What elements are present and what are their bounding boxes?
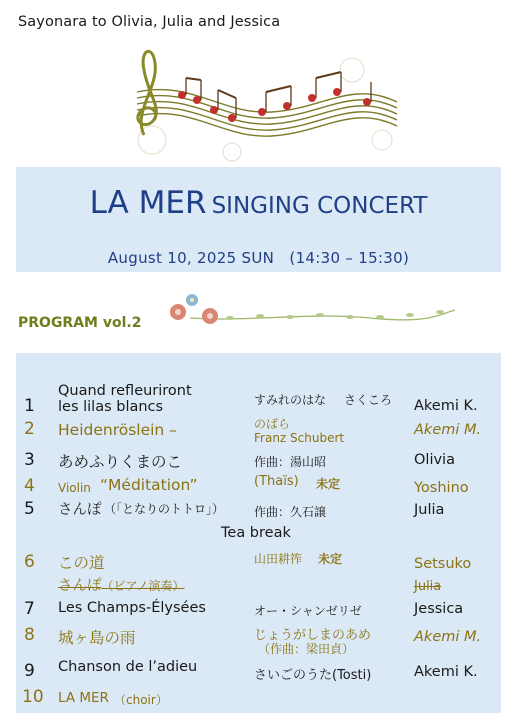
- item-composer: 作曲：湯山昭: [254, 455, 327, 469]
- item-title: les lilas blancs: [58, 399, 164, 415]
- item-number: 8: [24, 625, 35, 645]
- cancelled-title: さんぽ: [58, 578, 102, 594]
- item-number: 6: [24, 552, 35, 572]
- cancelled-entry: [58, 574, 185, 595]
- item-title: Chanson de l’adieu: [58, 659, 198, 675]
- item-japanese-note: さくころ: [344, 393, 393, 407]
- item-japanese-title: オー・シャンゼリゼ: [254, 604, 362, 618]
- item-title-note: （｢となりのトトロ｣）: [104, 502, 225, 516]
- item-performer: Olivia: [414, 452, 455, 468]
- item-title: “Méditation”: [100, 476, 198, 494]
- item-performer: Julia: [414, 502, 445, 518]
- item-composer: （作曲：梁田貞）: [258, 642, 355, 656]
- program-list: [16, 353, 501, 713]
- item-title: 城ヶ島の雨: [58, 629, 136, 647]
- item-composer: 作曲：久石譲: [254, 505, 327, 519]
- item-title: この道: [58, 554, 105, 572]
- item-status: 未定: [316, 477, 341, 491]
- item-number: 2: [24, 419, 35, 439]
- item-japanese-title: じょうがしまのあめ: [254, 628, 372, 643]
- item-performer: Akemi K.: [414, 664, 478, 680]
- item-japanese-title: (Thaïs): [254, 474, 299, 489]
- item-composer: 山田耕筰: [254, 552, 303, 566]
- item-performer: Yoshino: [414, 480, 469, 496]
- item-performer: Akemi M.: [414, 422, 482, 438]
- cancelled-performer: Julia: [414, 579, 442, 594]
- item-japanese-title: のばら: [254, 417, 291, 431]
- item-number: 4: [24, 476, 35, 496]
- item-title: LA MER: [58, 690, 109, 706]
- item-number: 3: [24, 450, 35, 470]
- cancelled-note: （ピアノ演奏）: [101, 579, 185, 593]
- item-number: 9: [24, 661, 35, 681]
- concert-date: August 10, 2025 SUN (14:30 – 15:30): [107, 249, 410, 267]
- item-number: 10: [22, 687, 44, 707]
- item-japanese-title: さいごのうた(Tosti): [254, 668, 372, 683]
- concert-title: [16, 185, 501, 221]
- concert-header: [16, 167, 501, 272]
- item-title: Les Champs-Élysées: [58, 600, 206, 616]
- item-number: 7: [24, 599, 35, 619]
- item-title: あめふりくまのこ: [58, 453, 183, 471]
- item-status: 未定: [318, 552, 343, 566]
- item-performer: Akemi M.: [414, 629, 482, 645]
- item-title-note: （choir）: [114, 693, 168, 707]
- item-performer: Setsuko: [414, 556, 472, 572]
- item-japanese-title: すみれのはな: [254, 393, 327, 407]
- program-label: PROGRAM vol.2: [18, 315, 142, 331]
- floral-garland-illustration: [150, 290, 460, 330]
- item-title: Quand refleuriront: [58, 383, 192, 399]
- item-number: 1: [24, 396, 35, 416]
- title-main: LA MER: [89, 185, 207, 221]
- item-performer: Jessica: [414, 601, 464, 617]
- item-composer: Franz Schubert: [254, 431, 345, 445]
- item-number: 5: [24, 499, 35, 519]
- item-instrument: Violin: [58, 481, 91, 495]
- item-title: Heidenröslein –: [58, 421, 177, 439]
- farewell-text: Sayonara to Olivia, Julia and Jessica: [18, 14, 281, 30]
- title-sub: SINGING CONCERT: [211, 193, 428, 219]
- item-title: さんぽ: [58, 502, 102, 518]
- tea-break-label: Tea break: [221, 525, 291, 541]
- music-notes-illustration: [112, 40, 412, 165]
- item-performer: Akemi K.: [414, 398, 478, 414]
